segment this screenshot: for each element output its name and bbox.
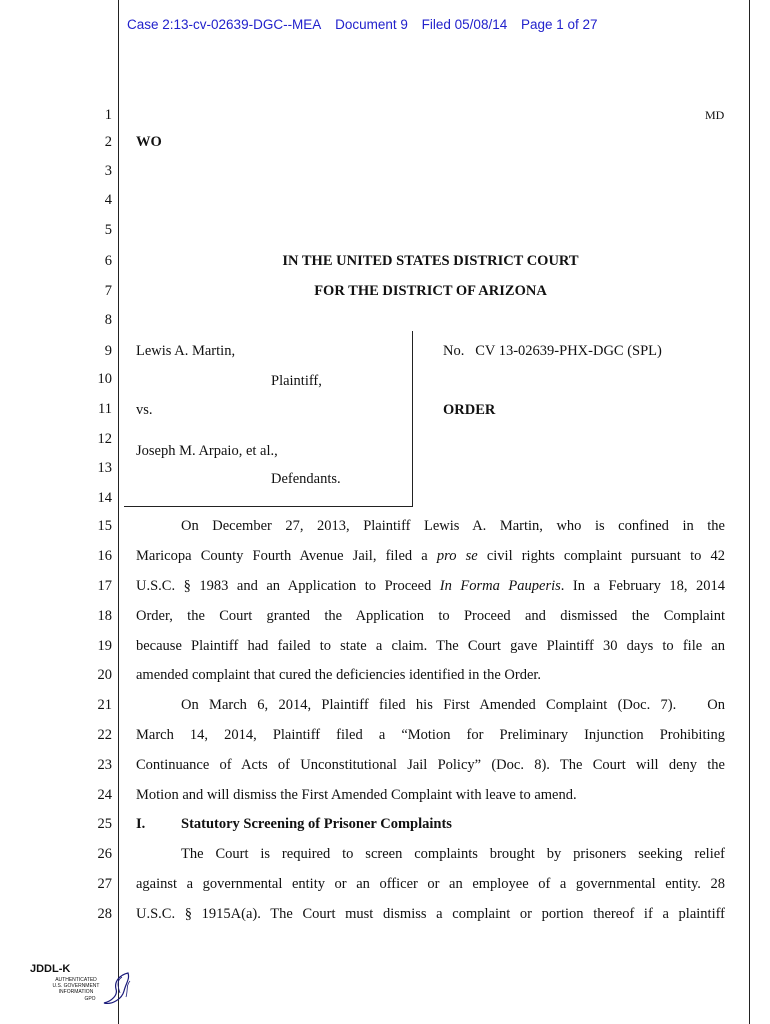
seal-line-2: U.S. GOVERNMENT — [52, 983, 100, 989]
line-number: 21 — [97, 697, 112, 713]
line-number: 4 — [104, 192, 112, 208]
filed-date: Filed 05/08/14 — [421, 17, 508, 32]
body-line-15: On December 27, 2013, Plaintiff Lewis A. Martin, who is confined in the — [181, 518, 725, 534]
body-line-16: Maricopa County Fourth Avenue Jail, filed a pro se civil rights complaint pursuant to 42 — [136, 548, 725, 564]
line-number: 9 — [104, 343, 112, 359]
line-number: 19 — [97, 638, 112, 654]
document-number: Document 9 — [335, 17, 408, 32]
left-margin-rule — [118, 0, 119, 1024]
line-number: 7 — [104, 283, 112, 299]
line-number: 28 — [97, 906, 112, 922]
seal-line-3: INFORMATION — [58, 989, 94, 995]
line-number: 24 — [97, 787, 112, 803]
line-number: 14 — [97, 490, 112, 506]
line-number: 23 — [97, 757, 112, 773]
versus: vs. — [136, 402, 153, 418]
seal-line-1: AUTHENTICATED — [55, 977, 97, 983]
plaintiff-role: Plaintiff, — [271, 373, 322, 389]
initials: MD — [705, 108, 725, 122]
court-title-line-2: FOR THE DISTRICT OF ARIZONA — [314, 283, 547, 299]
line-number: 1 — [104, 107, 112, 123]
line-number: 22 — [97, 727, 112, 743]
body-line-20: amended complaint that cured the deficiencies identified in the Order. — [136, 667, 542, 683]
line-number: 3 — [104, 163, 112, 179]
case-header — [127, 17, 608, 32]
body-line-18: Order, the Court granted the Application to Proceed and dismissed the Complaint — [136, 608, 725, 624]
body-line-26: The Court is required to screen complaints brought by prisoners seeking relief — [181, 846, 725, 862]
right-margin-rule — [749, 0, 750, 1024]
line-number: 10 — [97, 371, 112, 387]
line-number: 15 — [97, 518, 112, 534]
seal-line-4: GPO — [84, 996, 96, 1002]
line-number: 17 — [97, 578, 112, 594]
page-count: Page 1 of 27 — [520, 17, 598, 32]
body-line-28: U.S.C. § 1915A(a). The Court must dismiss a complaint or portion thereof if a plaintiff — [136, 906, 725, 922]
jddl-label: JDDL-K — [30, 963, 71, 975]
line-number: 18 — [97, 608, 112, 624]
body-line-19: because Plaintiff had failed to state a claim. The Court gave Plaintiff 30 days to file an — [136, 638, 725, 654]
section-number: I. — [136, 816, 146, 832]
gpo-seal — [36, 975, 132, 1015]
line-number: 12 — [97, 431, 112, 447]
line-number: 25 — [97, 816, 112, 832]
line-number: 6 — [104, 253, 112, 269]
body-line-24: Motion and will dismiss the First Amended Complaint with leave to amend. — [136, 787, 577, 803]
line-number: 20 — [97, 667, 112, 683]
body-line-22: March 14, 2014, Plaintiff filed a “Motion for Preliminary Injunction Prohibiting — [136, 727, 725, 743]
body-line-21: On March 6, 2014, Plaintiff filed his First Amended Complaint (Doc. 7). On — [181, 697, 725, 713]
line-number: 13 — [97, 460, 112, 476]
case-number: Case 2:13-cv-02639-DGC--MEA — [127, 17, 322, 32]
plaintiff-name: Lewis A. Martin, — [136, 343, 236, 359]
body-line-23: Continuance of Acts of Unconstitutional Jail Policy” (Doc. 8). The Court will deny the — [136, 757, 725, 773]
body-line-17: U.S.C. § 1983 and an Application to Proceed In Forma Pauperis. In a February 18, 2014 — [136, 578, 725, 594]
line-number: 8 — [104, 312, 112, 328]
body-line-27: against a governmental entity or an officer or an employee of a governmental entity. 28 — [136, 876, 725, 892]
line-number: 5 — [104, 222, 112, 238]
wo-label: WO — [136, 134, 162, 150]
eagle-emblem-icon — [100, 969, 134, 1009]
docket-number: No. CV 13-02639-PHX-DGC (SPL) — [443, 343, 662, 359]
defendant-name: Joseph M. Arpaio, et al., — [136, 443, 278, 459]
line-number: 27 — [97, 876, 112, 892]
line-number: 16 — [97, 548, 112, 564]
defendant-role: Defendants. — [271, 471, 341, 487]
line-number: 26 — [97, 846, 112, 862]
line-number: 11 — [98, 401, 112, 417]
document-title: ORDER — [443, 402, 496, 418]
court-title-line-1: IN THE UNITED STATES DISTRICT COURT — [282, 253, 579, 269]
line-number: 2 — [104, 134, 112, 150]
section-heading: Statutory Screening of Prisoner Complaints — [181, 816, 452, 832]
